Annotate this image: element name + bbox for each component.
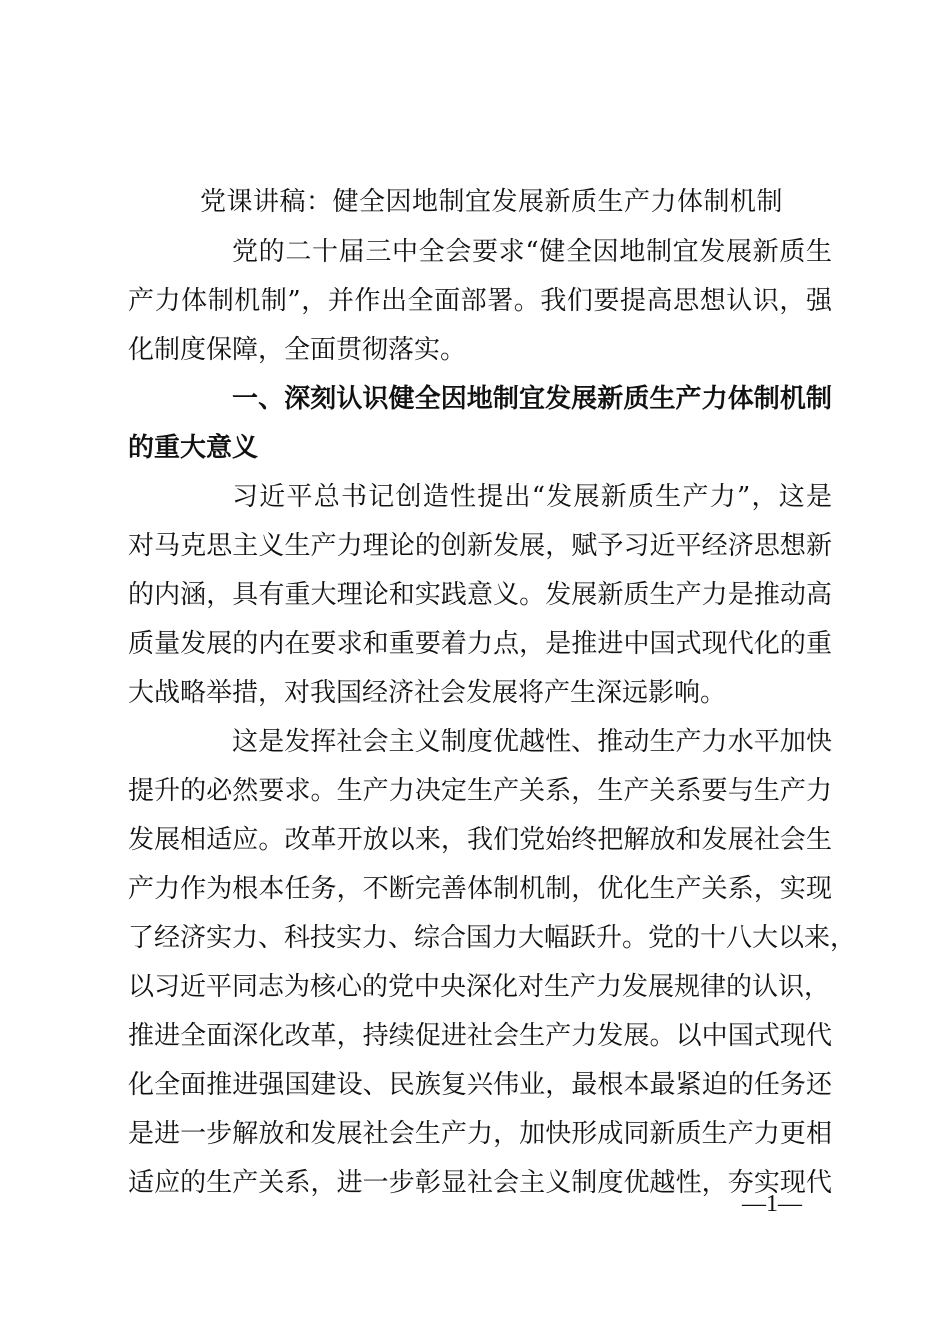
paragraph-line: 适应的生产关系，进一步彰显社会主义制度优越性，夯实现代 — [128, 1168, 832, 1198]
paragraph-line: 的内涵，具有重大理论和实践意义。发展新质生产力是推动高 — [128, 580, 832, 610]
paragraph-line: 产力作为根本任务，不断完善体制机制，优化生产关系，实现 — [128, 874, 832, 904]
document-title: 党课讲稿：健全因地制宜发展新质生产力体制机制 — [200, 187, 784, 217]
paragraph-line: 质量发展的内在要求和重要着力点，是推进中国式现代化的重 — [128, 629, 832, 659]
paragraph-line: 产力体制机制”，并作出全面部署。我们要提高思想认识，强 — [128, 286, 832, 316]
paragraph-line: 化全面推进强国建设、民族复兴伟业，最根本最紧迫的任务还 — [128, 1070, 832, 1100]
paragraph-line: 这是发挥社会主义制度优越性、推动生产力水平加快 — [232, 727, 832, 757]
paragraph-line: 化制度保障，全面贯彻落实。 — [128, 335, 467, 365]
section-heading: 的重大意义 — [128, 433, 259, 463]
paragraph-line: 以习近平同志为核心的党中央深化对生产力发展规律的认识， — [128, 972, 831, 1002]
paragraph-line: 党的二十届三中全会要求“健全因地制宜发展新质生 — [232, 237, 832, 267]
section-heading: 一、深刻认识健全因地制宜发展新质生产力体制机制 — [232, 384, 832, 414]
paragraph-line: 习近平总书记创造性提出“发展新质生产力”，这是 — [232, 482, 832, 512]
paragraph-line: 提升的必然要求。生产力决定生产关系，生产关系要与生产力 — [128, 776, 832, 806]
paragraph-line: 推进全面深化改革，持续促进社会生产力发展。以中国式现代 — [128, 1021, 832, 1051]
paragraph-line: 了经济实力、科技实力、综合国力大幅跃升。党的十八大以来， — [128, 923, 857, 953]
paragraph-line: 对马克思主义生产力理论的创新发展，赋予习近平经济思想新 — [128, 531, 832, 561]
paragraph-line: 是进一步解放和发展社会生产力，加快形成同新质生产力更相 — [128, 1119, 832, 1149]
page-number: —1— — [742, 1191, 802, 1217]
paragraph-line: 发展相适应。改革开放以来，我们党始终把解放和发展社会生 — [128, 825, 832, 855]
paragraph-line: 大战略举措，对我国经济社会发展将产生深远影响。 — [128, 678, 727, 708]
